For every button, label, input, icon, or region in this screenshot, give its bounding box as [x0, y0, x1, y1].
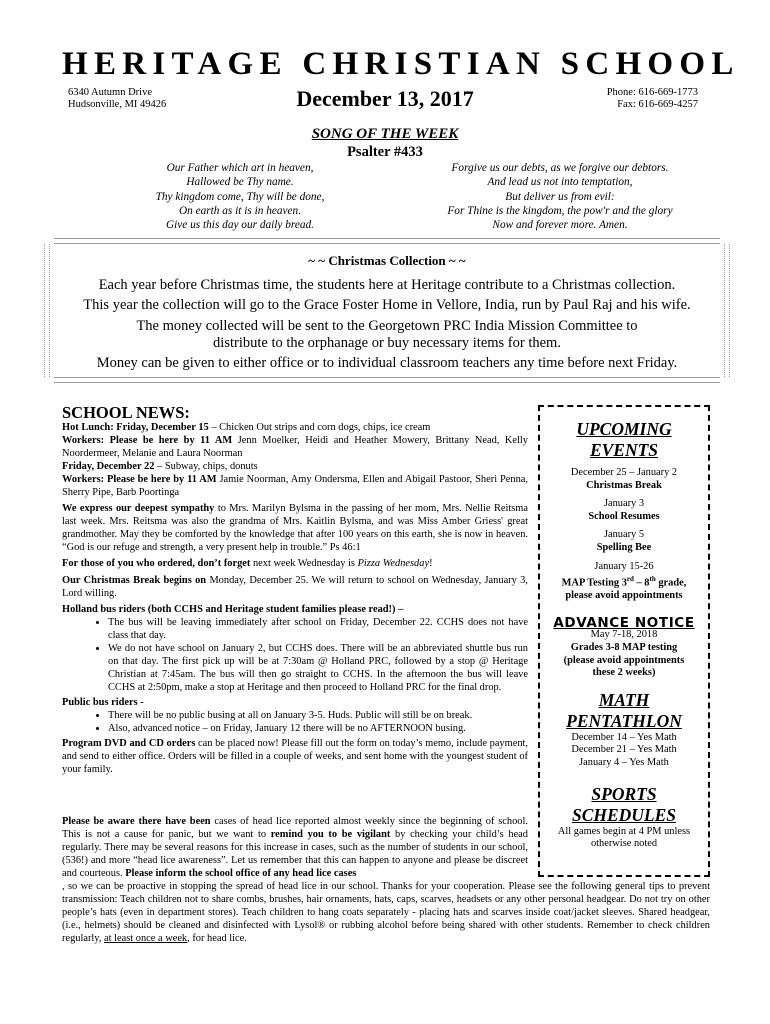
decorative-border [54, 238, 720, 244]
lice-text: , so we can be proactive in stopping the spread of head lice in our school. Thanks for your cooperation. Please see the following general tips to prevent transmission: Teach children not to share combs, brushes, hair ornaments, hats, caps, scarves, headsets or any other personal headgear. Do not try on other people’s hats (even in department stores). Teach children to hang coats separately - placing hats and scarves inside coat/jacket sleeves. Shared headgear, (i.e., helmets) should be cleaned and disinfected with Lysol® or rubbing alcohol before being shared with other students. Remember to check children regularly, [62, 881, 710, 945]
decorative-border [44, 244, 50, 377]
sports-heading: SCHEDULES [571, 804, 677, 825]
christmas-collection-box [58, 238, 716, 383]
hot-lunch-text: – Subway, chips, donuts [157, 461, 258, 473]
math-heading: MATH [598, 689, 650, 710]
verse-line: For Thine is the kingdom, the pow'r and the glory [447, 204, 673, 217]
event-title: please avoid appointments [565, 590, 683, 602]
holland-bus-list [62, 616, 528, 694]
address-line-1: 6340 Autumn Drive [68, 87, 152, 98]
sidebar-border [708, 405, 710, 877]
event-title-part: – 8 [633, 577, 650, 589]
hot-lunch-label: Hot Lunch: Friday, December 15 [62, 422, 209, 433]
math-line: December 14 – Yes Math [571, 731, 677, 743]
christmas-paragraph: distribute to the orphanage or buy necessary items for them. [213, 335, 561, 351]
pizza-item [62, 557, 528, 570]
event-title-part: MAP Testing 3 [561, 577, 627, 589]
psalter-number: Psalter #433 [347, 144, 423, 160]
dvd-item [62, 737, 528, 776]
pizza-text: next week Wednesday is [252, 558, 355, 570]
decorative-border [724, 244, 730, 377]
phone-number: Phone: 616-669-1773 [606, 87, 698, 98]
hot-lunch-label: Friday, December 22 [62, 461, 155, 473]
math-heading: PENTATHLON [566, 710, 682, 731]
public-bus-label: Public bus riders - [62, 696, 144, 708]
verse-line: Now and forever more. Amen. [492, 219, 628, 232]
sports-heading: SPORTS [591, 783, 657, 804]
superscript: th [649, 575, 656, 584]
sidebar-border [538, 405, 710, 407]
workers-text: Jamie Noorman, Amy Ondersma, Ellen and Abigail Pastoor, Sheri Penna, Sherry Pipe, Barb Poortinga [62, 474, 528, 499]
list-item: • There will be no public busing at all on January 3-5. Huds. Public will still be on break. [108, 709, 528, 722]
verse-line: And lead us not into temptation, [487, 176, 633, 189]
event-title: Spelling Bee [596, 541, 652, 553]
sidebar-border [538, 405, 540, 877]
upcoming-heading: EVENTS [589, 440, 659, 460]
list-item: • The bus will be leaving immediately after school on Friday, December 22. CCHS does not have class that day. [108, 616, 528, 642]
christmas-paragraph: This year the collection will go to the Grace Foster Home in Vellore, India, run by Paul Raj and his wife. [83, 297, 691, 313]
newsletter-date: December 13, 2017 [296, 86, 474, 111]
fax-number: Fax: 616-669-4257 [617, 99, 698, 110]
verse-line: Our Father which art in heaven, [166, 162, 314, 174]
address-line-2: Hudsonville, MI 49426 [68, 99, 167, 110]
verse-line: Hallowed be Thy name. [186, 176, 294, 189]
lice-text: by checking your child’s head regularly. There may be several reasons for this increase in cases, such as the number of students in our school, (536!) and more “head lice awareness”. Let us remember that this can happen to anyone and please be discreet and courteous. [62, 829, 528, 880]
christmas-paragraph: The money collected will be sent to the Georgetown PRC India Mission Committee to [136, 318, 638, 334]
math-line: January 4 – Yes Math [579, 756, 669, 768]
event-date: January 3 [603, 498, 645, 510]
school-news-heading: SCHOOL NEWS: [62, 403, 190, 422]
break-text: Monday, December 25. We will return to school on Wednesday, January 3, Lord willing. [62, 574, 528, 599]
school-news-column [62, 421, 528, 779]
hot-lunch-text: – Chicken Out strips and corn dogs, chips, ice cream [211, 422, 431, 433]
public-bus-list [62, 709, 528, 735]
lice-bold: remind you to be vigilant [270, 829, 391, 841]
list-item: • We do not have school on January 2, but CCHS does. There will be an abbreviated shuttle bus run on that day. The first pick up will be at 7:30am @ Holland PRC, followed by a stop @ Heritage Christian at 7:45am. The bus will then go straight to CCHS. In the afternoon the bus will leave CCHS at 2:50pm, make a stop at Heritage and then proceed to Holland PRC for the final drop. [108, 642, 528, 694]
sympathy-item [62, 502, 528, 554]
event-title-part: grade, [655, 577, 687, 589]
advance-line: Grades 3-8 MAP testing [570, 642, 678, 653]
head-lice-item-bottom [62, 880, 710, 945]
advance-notice-heading: ADVANCE NOTICE [553, 614, 695, 631]
superscript: rd [626, 575, 634, 584]
decorative-border [54, 377, 720, 383]
event-title [542, 573, 706, 590]
song-verse-left [100, 161, 380, 232]
event-title: Christmas Break [586, 479, 662, 491]
advance-line: (please avoid appointments [563, 654, 685, 666]
sympathy-text: to Mrs. Marilyn Bylsma in the passing of her mom, Mrs. Nellie Reitsma last week. Mrs. Reitsma was also the grandma of Mrs. Kaitlin Bylsma, and was Miss Amber Griess' great grandmother. May they be comforted by the knowledge that after 100 years on this earth, she is now in heaven. “God is our refuge and strength, a very present help in trouble.” Ps 46:1 [62, 503, 528, 554]
break-label: Our Christmas Break begins on [62, 574, 207, 586]
sports-line: All games begin at 4 PM unless [557, 825, 691, 837]
advance-date: May 7-18, 2018 [590, 629, 658, 641]
math-line: December 21 – Yes Math [571, 744, 677, 756]
sympathy-label: We express our deepest sympathy [62, 503, 215, 515]
hot-lunch-item [62, 421, 528, 499]
sidebar-content [542, 419, 706, 851]
event-title: School Resumes [588, 510, 660, 522]
break-item [62, 574, 528, 600]
verse-line: But deliver us from evil: [505, 190, 615, 203]
head-lice-item-top [62, 815, 528, 880]
lice-bold: Please inform the school office of any head lice cases [125, 868, 357, 880]
pizza-end: ! [429, 558, 433, 570]
advance-line: these 2 weeks) [592, 667, 656, 679]
lice-bold: at least once a week [104, 933, 188, 945]
pizza-label: For those of you who ordered, don’t forget [62, 558, 251, 570]
list-item: • Also, advanced notice – on Friday, January 12 there will be no AFTERNOON busing. [108, 722, 528, 735]
verse-line: Forgive us our debts, as we forgive our debtors. [451, 162, 669, 174]
holland-bus-label: Holland bus riders (both CCHS and Heritage student families please read!) – [62, 603, 404, 615]
workers-label: Workers: Please be here by 11 AM [62, 435, 233, 447]
sports-line: otherwise noted [590, 838, 658, 850]
contact-info [607, 87, 698, 111]
lice-label: Please be aware there have been [62, 816, 211, 827]
school-name: HERITAGE CHRISTIAN SCHOOL [62, 46, 740, 82]
event-date: January 5 [603, 529, 645, 541]
christmas-paragraph: Money can be given to either office or to individual classroom teachers any time before next Friday. [96, 355, 678, 371]
verse-line: Give us this day our daily bread. [166, 219, 314, 232]
event-date: January 15-26 [594, 560, 654, 572]
workers-label: Workers: Please be here by 11 AM [62, 474, 217, 486]
events-sidebar [538, 405, 710, 877]
workers-text: Jenn Moelker, Heidi and Heather Mowery, Brittany Nead, Kelly Noordermeer, Melanie and Laura Noorman [62, 435, 528, 460]
sidebar-border [538, 875, 710, 877]
song-verse-right [395, 161, 725, 232]
verse-line: Thy kingdom come, Thy will be done, [155, 190, 325, 203]
christmas-paragraph: Each year before Christmas time, the students here at Heritage contribute to a Christmas collection. [98, 277, 676, 293]
dvd-text: can be placed now! Please fill out the form on today’s memo, include payment, and send to either office. Orders will be filled in a couple of weeks, and sent home with the youngest student of your family. [62, 738, 528, 776]
pizza-italic: Pizza Wednesday [357, 558, 430, 570]
verse-line: On earth as it is in heaven. [178, 204, 302, 217]
lice-text: cases of head lice reported almost weekly since the beginning of school. This is not a cause for panic, but we want to [62, 816, 528, 841]
christmas-heading: ~ ~ Christmas Collection ~ ~ [308, 253, 466, 268]
event-date: December 25 – January 2 [570, 467, 678, 478]
upcoming-heading: UPCOMING [576, 419, 672, 439]
song-title: SONG OF THE WEEK [311, 126, 459, 142]
dvd-label: Program DVD and CD orders [62, 738, 196, 750]
lice-end: , for head lice. [187, 933, 247, 945]
